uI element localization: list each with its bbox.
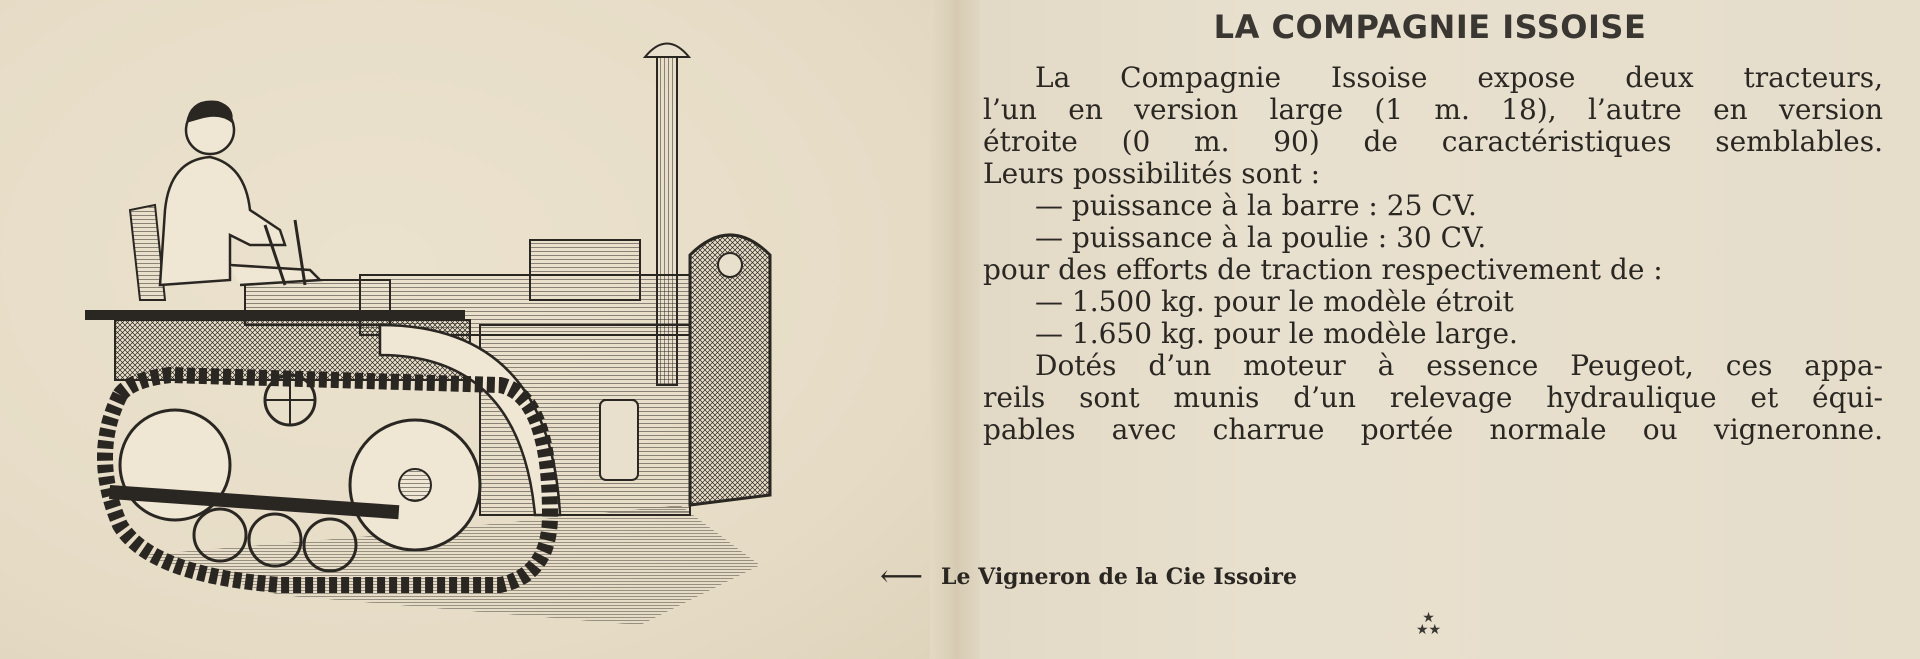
power-item-pulley: — puissance à la poulie : 30 CV. bbox=[1035, 221, 1487, 254]
article-title: LA COMPAGNIE ISSOISE bbox=[1213, 8, 1647, 46]
asterism-ornament bbox=[1416, 612, 1441, 636]
intro-line-2: l’un en version large (1 m. 18), l’autre en version bbox=[983, 93, 1883, 126]
traction-item-wide: — 1.650 kg. pour le modèle large. bbox=[1035, 317, 1518, 350]
traction-item-narrow: — 1.500 kg. pour le modèle étroit bbox=[1035, 285, 1514, 318]
star-icon: ★★ bbox=[1416, 622, 1442, 638]
intro-line-1: La Compagnie Issoise expose deux tracteurs, bbox=[1035, 61, 1883, 94]
tractor-illustration bbox=[80, 35, 780, 625]
caption-text: Le Vigneron de la Cie Issoire bbox=[941, 564, 1297, 590]
article-body bbox=[983, 62, 1883, 446]
intro-line-3: étroite (0 m. 90) de caractéristiques semblables. bbox=[983, 125, 1883, 158]
power-item-bar: — puissance à la barre : 25 CV. bbox=[1035, 189, 1477, 222]
closing-line-3: pables avec charrue portée normale ou vigneronne. bbox=[983, 413, 1883, 446]
tractor-icon bbox=[80, 35, 780, 625]
star-icon: ★ bbox=[1422, 610, 1435, 626]
closing-line-1: Dotés d’un moteur à essence Peugeot, ces appa- bbox=[1035, 349, 1883, 382]
traction-intro: pour des efforts de traction respectivement de : bbox=[983, 253, 1663, 286]
illustration-caption bbox=[880, 559, 1297, 594]
arrow-left-icon: ⟵ bbox=[880, 559, 924, 594]
closing-line-2: reils sont munis d’un relevage hydraulique et équi- bbox=[983, 381, 1883, 414]
intro-line-4: Leurs possibilités sont : bbox=[983, 157, 1321, 190]
